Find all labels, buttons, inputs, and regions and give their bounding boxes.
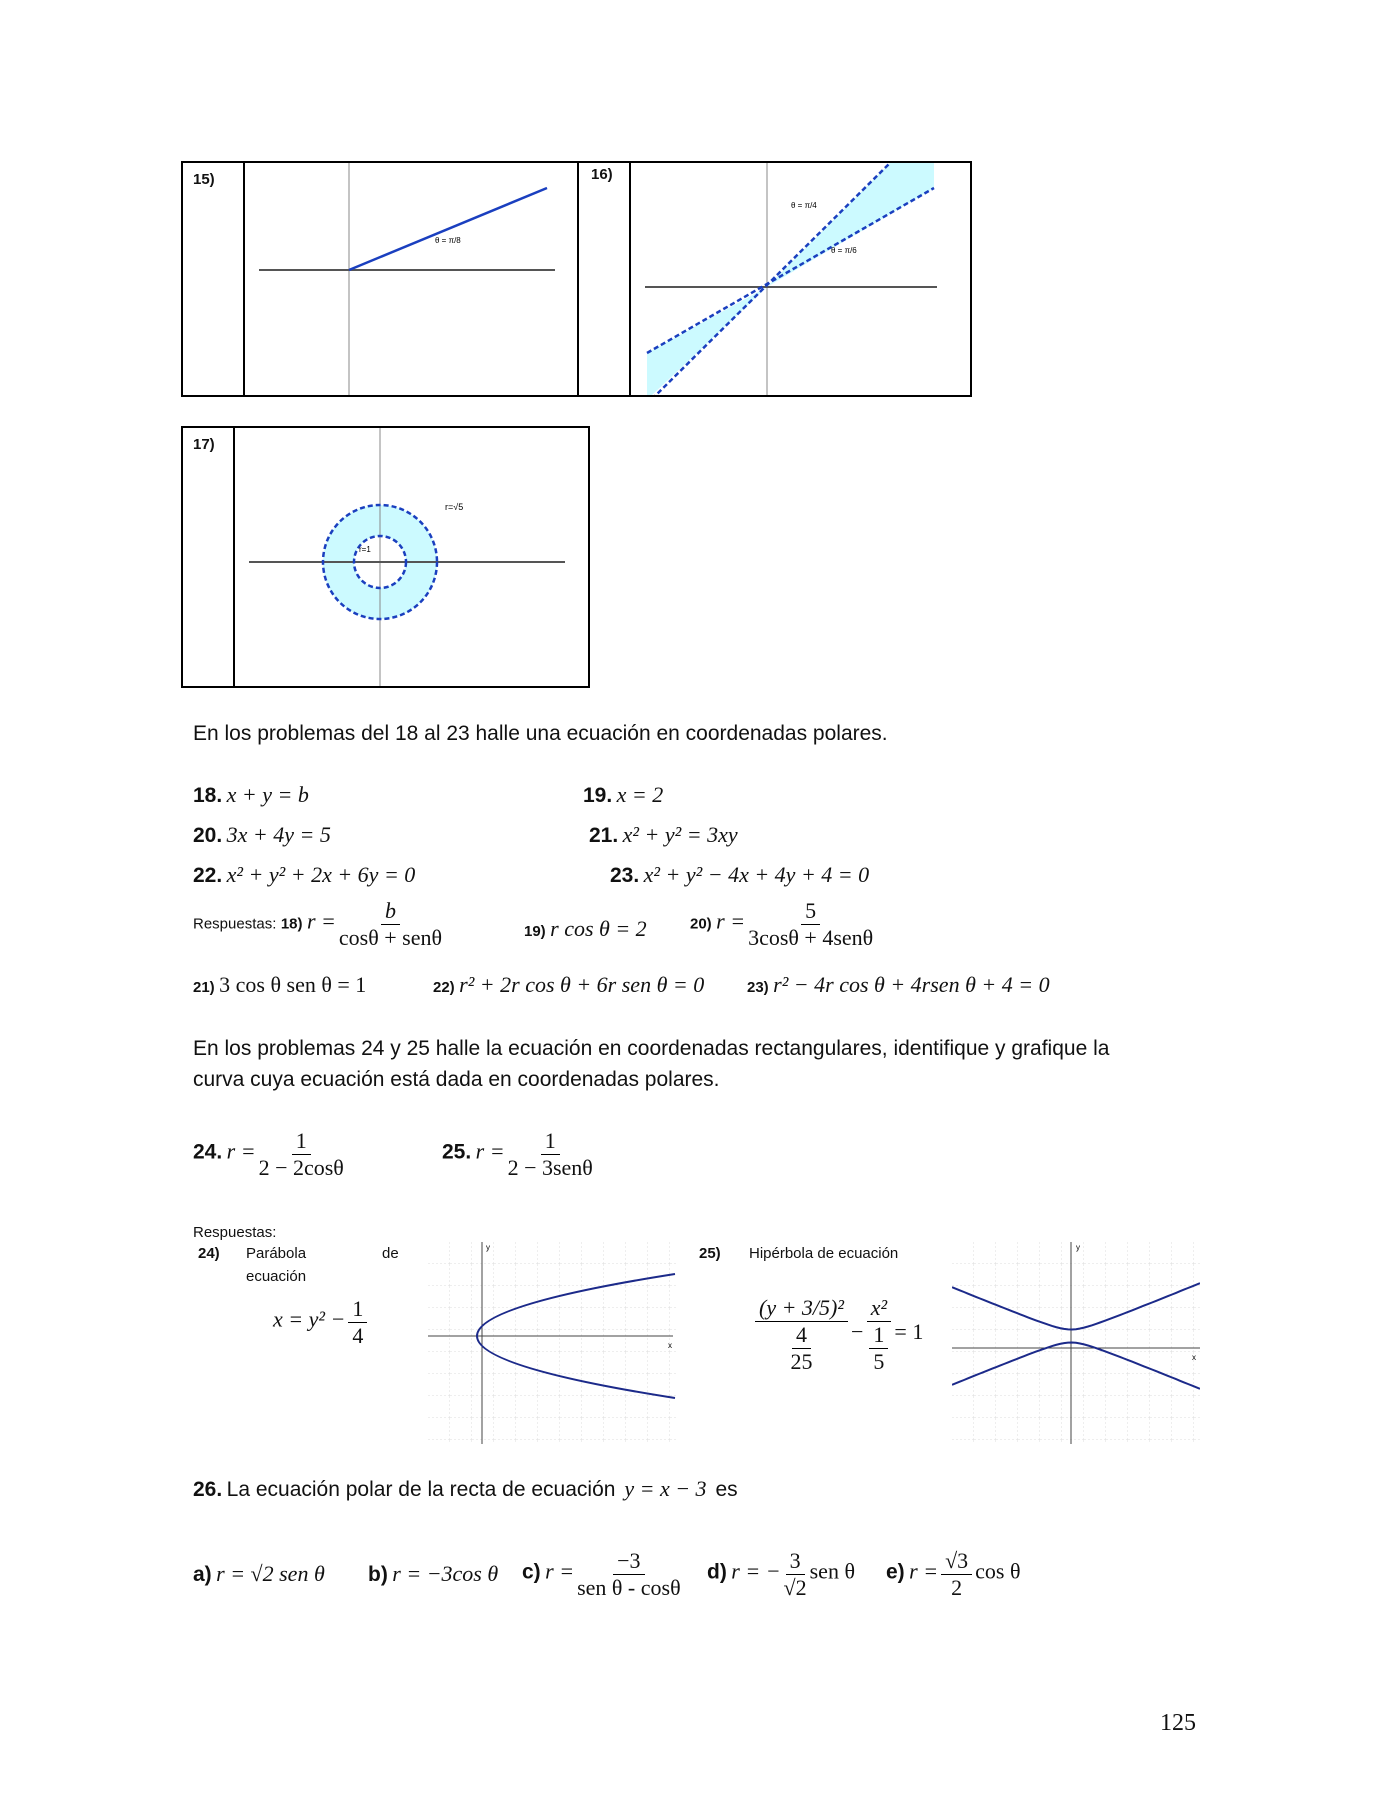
figure-label-17: 17) [193,436,215,453]
option-c[interactable]: c) r = −3 sen θ - cosθ [522,1548,681,1600]
answer-21: 21) 3 cos θ sen θ = 1 [193,972,367,997]
svg-text:y: y [1076,1243,1080,1252]
problem-20: 20. 3x + 4y = 5 [193,822,331,847]
graph-24-parabola [428,1242,676,1444]
answer-20: 20) r = 5 3cosθ + 4senθ [690,898,874,950]
figure-table-15-16 [181,161,972,397]
answer-23: 23) r² − 4r cos θ + 4rsen θ + 4 = 0 [747,972,1050,997]
option-d[interactable]: d) r = − $\frac{3}{√2}$ sen θ [707,1548,855,1600]
answers-label: Respuestas: [193,1224,277,1241]
answer-22: 22) r² + 2r cos θ + 6r sen θ = 0 [433,972,705,997]
annotation: θ = π/8 [435,236,461,245]
svg-text:x: x [668,1341,672,1350]
graph-25-hyperbola [952,1242,1200,1444]
svg-text:r=1: r=1 [359,545,371,554]
answer-24-label: 24) [198,1245,220,1262]
section-intro: En los problemas del 18 al 23 halle una ecuación en coordenadas polares. [193,722,888,745]
option-b[interactable]: b) r = −3cos θ [368,1561,499,1586]
section2-intro-line1: En los problemas 24 y 25 halle la ecuación en coordenadas rectangulares, identifique y grafique la [193,1037,1110,1060]
graph-16 [631,163,972,395]
question-26: 26. La ecuación polar de la recta de ecuación y = x − 3 es [193,1476,738,1501]
svg-text:θ = π/6: θ = π/6 [831,246,857,255]
answer-19: 19) r cos θ = 2 [524,916,647,941]
svg-text:r=√5: r=√5 [445,502,464,512]
svg-text:θ = π/4: θ = π/4 [791,201,817,210]
ray-theta-pi-8 [349,188,547,270]
svg-text:x: x [1192,1353,1196,1362]
option-e[interactable]: e) r = $\frac{√3}{2}$ cos θ [886,1548,1021,1600]
problem-22: 22. x² + y² + 2x + 6y = 0 [193,862,416,887]
problem-25: 25. r = 1 2 − 3senθ [442,1128,593,1180]
answer-25-equation: (y + 3/5)² 4 25 − x² 1 5 = 1 [752,1295,923,1375]
graph-17 [235,428,588,686]
problem-21: 21. x² + y² = 3xy [589,822,738,847]
svg-text:y: y [486,1243,490,1252]
figure-label-16: 16) [591,166,613,183]
problem-23: 23. x² + y² − 4x + 4y + 4 = 0 [610,862,870,887]
graph-15 [245,163,577,395]
problem-24: 24. r = $\frac{1}{2 - 2\cos\theta}$ [193,1128,344,1180]
answer-18: Respuestas: 18) r = b cosθ + senθ [193,898,443,950]
problem-19: 19. x = 2 [583,782,664,807]
figure-label-15: 15) [193,171,215,188]
page-number: 125 [1160,1710,1196,1736]
textbook-page: 15) 16) θ = π/8 θ = π/4 θ = π/6 17) r=√5 r=1 En los problemas del 18 al 23 halle una ecuación en coordenadas polares. 18. x + y = b 19. x = 2 20. 3x + 4y = 5 21. x² + y² = 3xy 22. x² + y² + 2x + 6y = 0 23. x² + y² − 4x + 4y + 4 = 0 Respuestas: 18) r = b cosθ + senθ 19) r cos θ = 2 20) r = 5 3cosθ + 4senθ 21) 3 cos θ sen θ = 1 22) r² + 2r cos θ + 6r sen θ = 0 23) r² − 4r cos θ + 4rsen θ + 4 = 0 En los problemas 24 y 25 halle la ecuación en coordenadas rectangulares, identifique y grafique la curva cuya ecuación está dada en coordenadas polares. 24. r = $\frac{1}{2 - 2\cos\theta}$ 25. r = 1 2 − 3senθ Respuestas: 24) Parábola de ecuación x = y² − $\frac{1}{4}$ x y 25) Hipérbola de ecuación (y + 3/5)² 4 25 − x² 1 5 = 1 x y 26. La ecuación polar de la recta de ecuación y = x − 3 es a) r = √2 sen θ b) r = −3cos θ c) r = −3 sen θ - cosθ d) r = − $\frac{3}{√2}$ sen θ e) r = $\frac{√3}{2}$ cos θ 125 [0,0,1391,1800]
answer-25-label: 25) [699,1245,721,1262]
section2-intro-line2: curva cuya ecuación está dada en coordenadas polares. [193,1068,720,1091]
figure-table-17 [181,426,590,688]
answer-24-equation: x = y² − $\frac{1}{4}$ [273,1296,370,1349]
problem-18: 18. x + y = b [193,782,309,807]
option-a[interactable]: a) r = √2 sen θ [193,1561,325,1586]
